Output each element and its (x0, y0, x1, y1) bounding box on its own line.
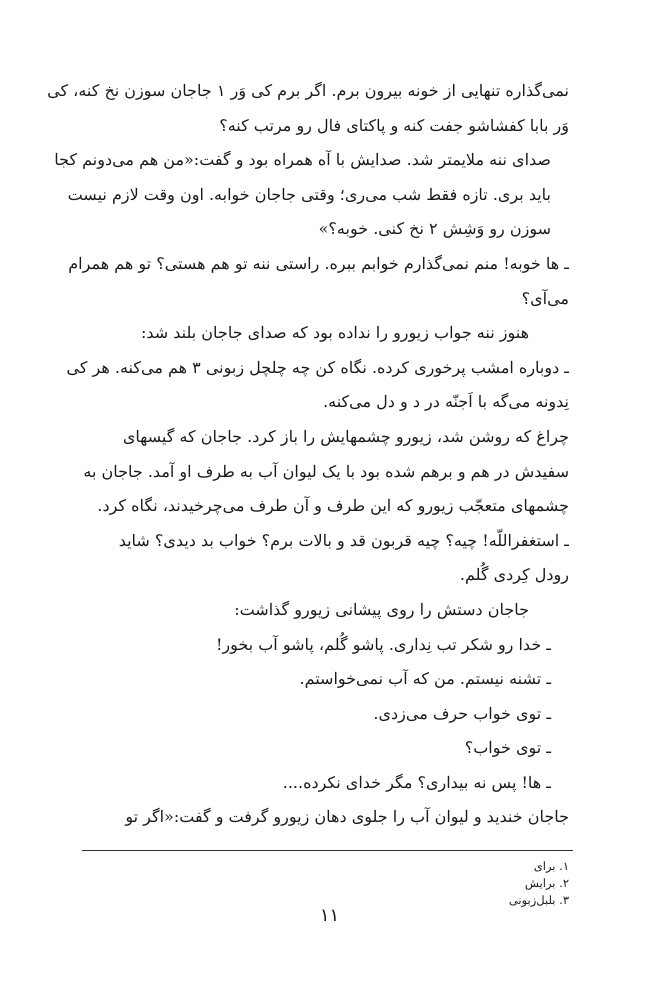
text-line: ـ استغفراللّه! چیه؟ چیه قربون قد و بالات برم؟ خواب بد دیدی؟ شاید (118, 530, 569, 550)
paragraph-3 (68, 247, 569, 316)
text-line: ـ توی خواب؟ (464, 738, 551, 758)
text-line: نِدونه می‌گه با اَجنّه در د و دل می‌کنه. (323, 392, 569, 412)
text-line: نمی‌گذاره تنهایی از خونه بیرون برم. اگر برم کی وَر ۱ جاجان سوزن نخ کنه، کی (47, 81, 569, 100)
text-line: هنوز ننه جواب زیورو را نداده بود که صدای جاجان بلند شد: (140, 323, 529, 343)
text-line: ـ خدا رو شکر تب نِداری. پاشو گُلم، پاشو آب بخور! (215, 634, 551, 654)
footnote-divider (82, 850, 573, 851)
text-line: ـ دوباره امشب پرخوری کرده. نگاه کن چه چلچل زبونی ۳ هم می‌کنه. هر کی (66, 357, 569, 377)
footnote-3: ۳. بلبل‌زبونی (508, 893, 569, 907)
text-line: ـ ها! پس نه بیداری؟ مگر خدای نکرده.... (282, 772, 551, 792)
footnote-2: ۲. برایش (524, 876, 569, 890)
text-line: جاجان دستش را روی پیشانی زیورو گذاشت: (234, 599, 529, 619)
text-line: چشمهای متعجّب زیورو که این طرف و آن طرف می‌چرخیدند، نگاه کرد. (97, 496, 569, 516)
paragraph-5 (66, 351, 569, 420)
text-line: چراغ که روشن شد، زیورو چشمهایش را باز کرد. جاجان که گیسهای (122, 426, 569, 446)
text-line: باید بری. تازه فقط شب می‌ری؛ وقتی جاجان خوابه. اون وقت لازم نیست (67, 184, 551, 204)
paragraph-13 (86, 766, 569, 801)
page-number: ۱۱ (319, 905, 340, 926)
body-text (47, 74, 569, 835)
text-line: رودل کِردی گُلم. (459, 565, 569, 585)
paragraph-14 (86, 800, 569, 835)
footnote-1: ۱. برای (533, 859, 569, 873)
text-line: وَر بابا کفشاشو جفت کنه و پاکتای فال رو مرتب کنه؟ (219, 115, 569, 135)
footnotes (300, 858, 569, 909)
text-line: صدای ننه ملایمتر شد. صدایش با آه همراه بود و گفت:«من هم می‌دونم کجا (54, 150, 551, 170)
paragraph-7 (86, 524, 569, 593)
paragraph-2 (54, 143, 569, 247)
text-line: ـ توی خواب حرف می‌زدی. (373, 703, 551, 723)
paragraph-8 (86, 593, 569, 628)
paragraph-9 (86, 628, 569, 663)
paragraph-4 (86, 316, 569, 351)
text-line: جاجان خندید و لیوان آب را جلوی دهان زیورو گرفت و گفت:«اگر تو (125, 807, 569, 827)
text-line: ـ تشنه نیستم. من که آب نمی‌خواستم. (299, 669, 551, 689)
paragraph-1 (47, 74, 569, 143)
text-line: ـ ها خوبه! منم نمی‌گذارم خوابم ببره. راستی ننه تو هم هستی؟ تو هم همرام (68, 253, 569, 273)
paragraph-11 (86, 697, 569, 732)
paragraph-12 (86, 731, 569, 766)
text-line: سفیدش در هم و برهم شده بود با یک لیوان آب به طرف او آمد. جاجان به (83, 461, 569, 481)
paragraph-10 (86, 662, 569, 697)
text-line: می‌آی؟ (521, 288, 569, 308)
paragraph-6 (83, 420, 569, 524)
text-line: سوزن رو وَشِش ۲ نخ کنی. خوبه؟» (318, 219, 551, 239)
